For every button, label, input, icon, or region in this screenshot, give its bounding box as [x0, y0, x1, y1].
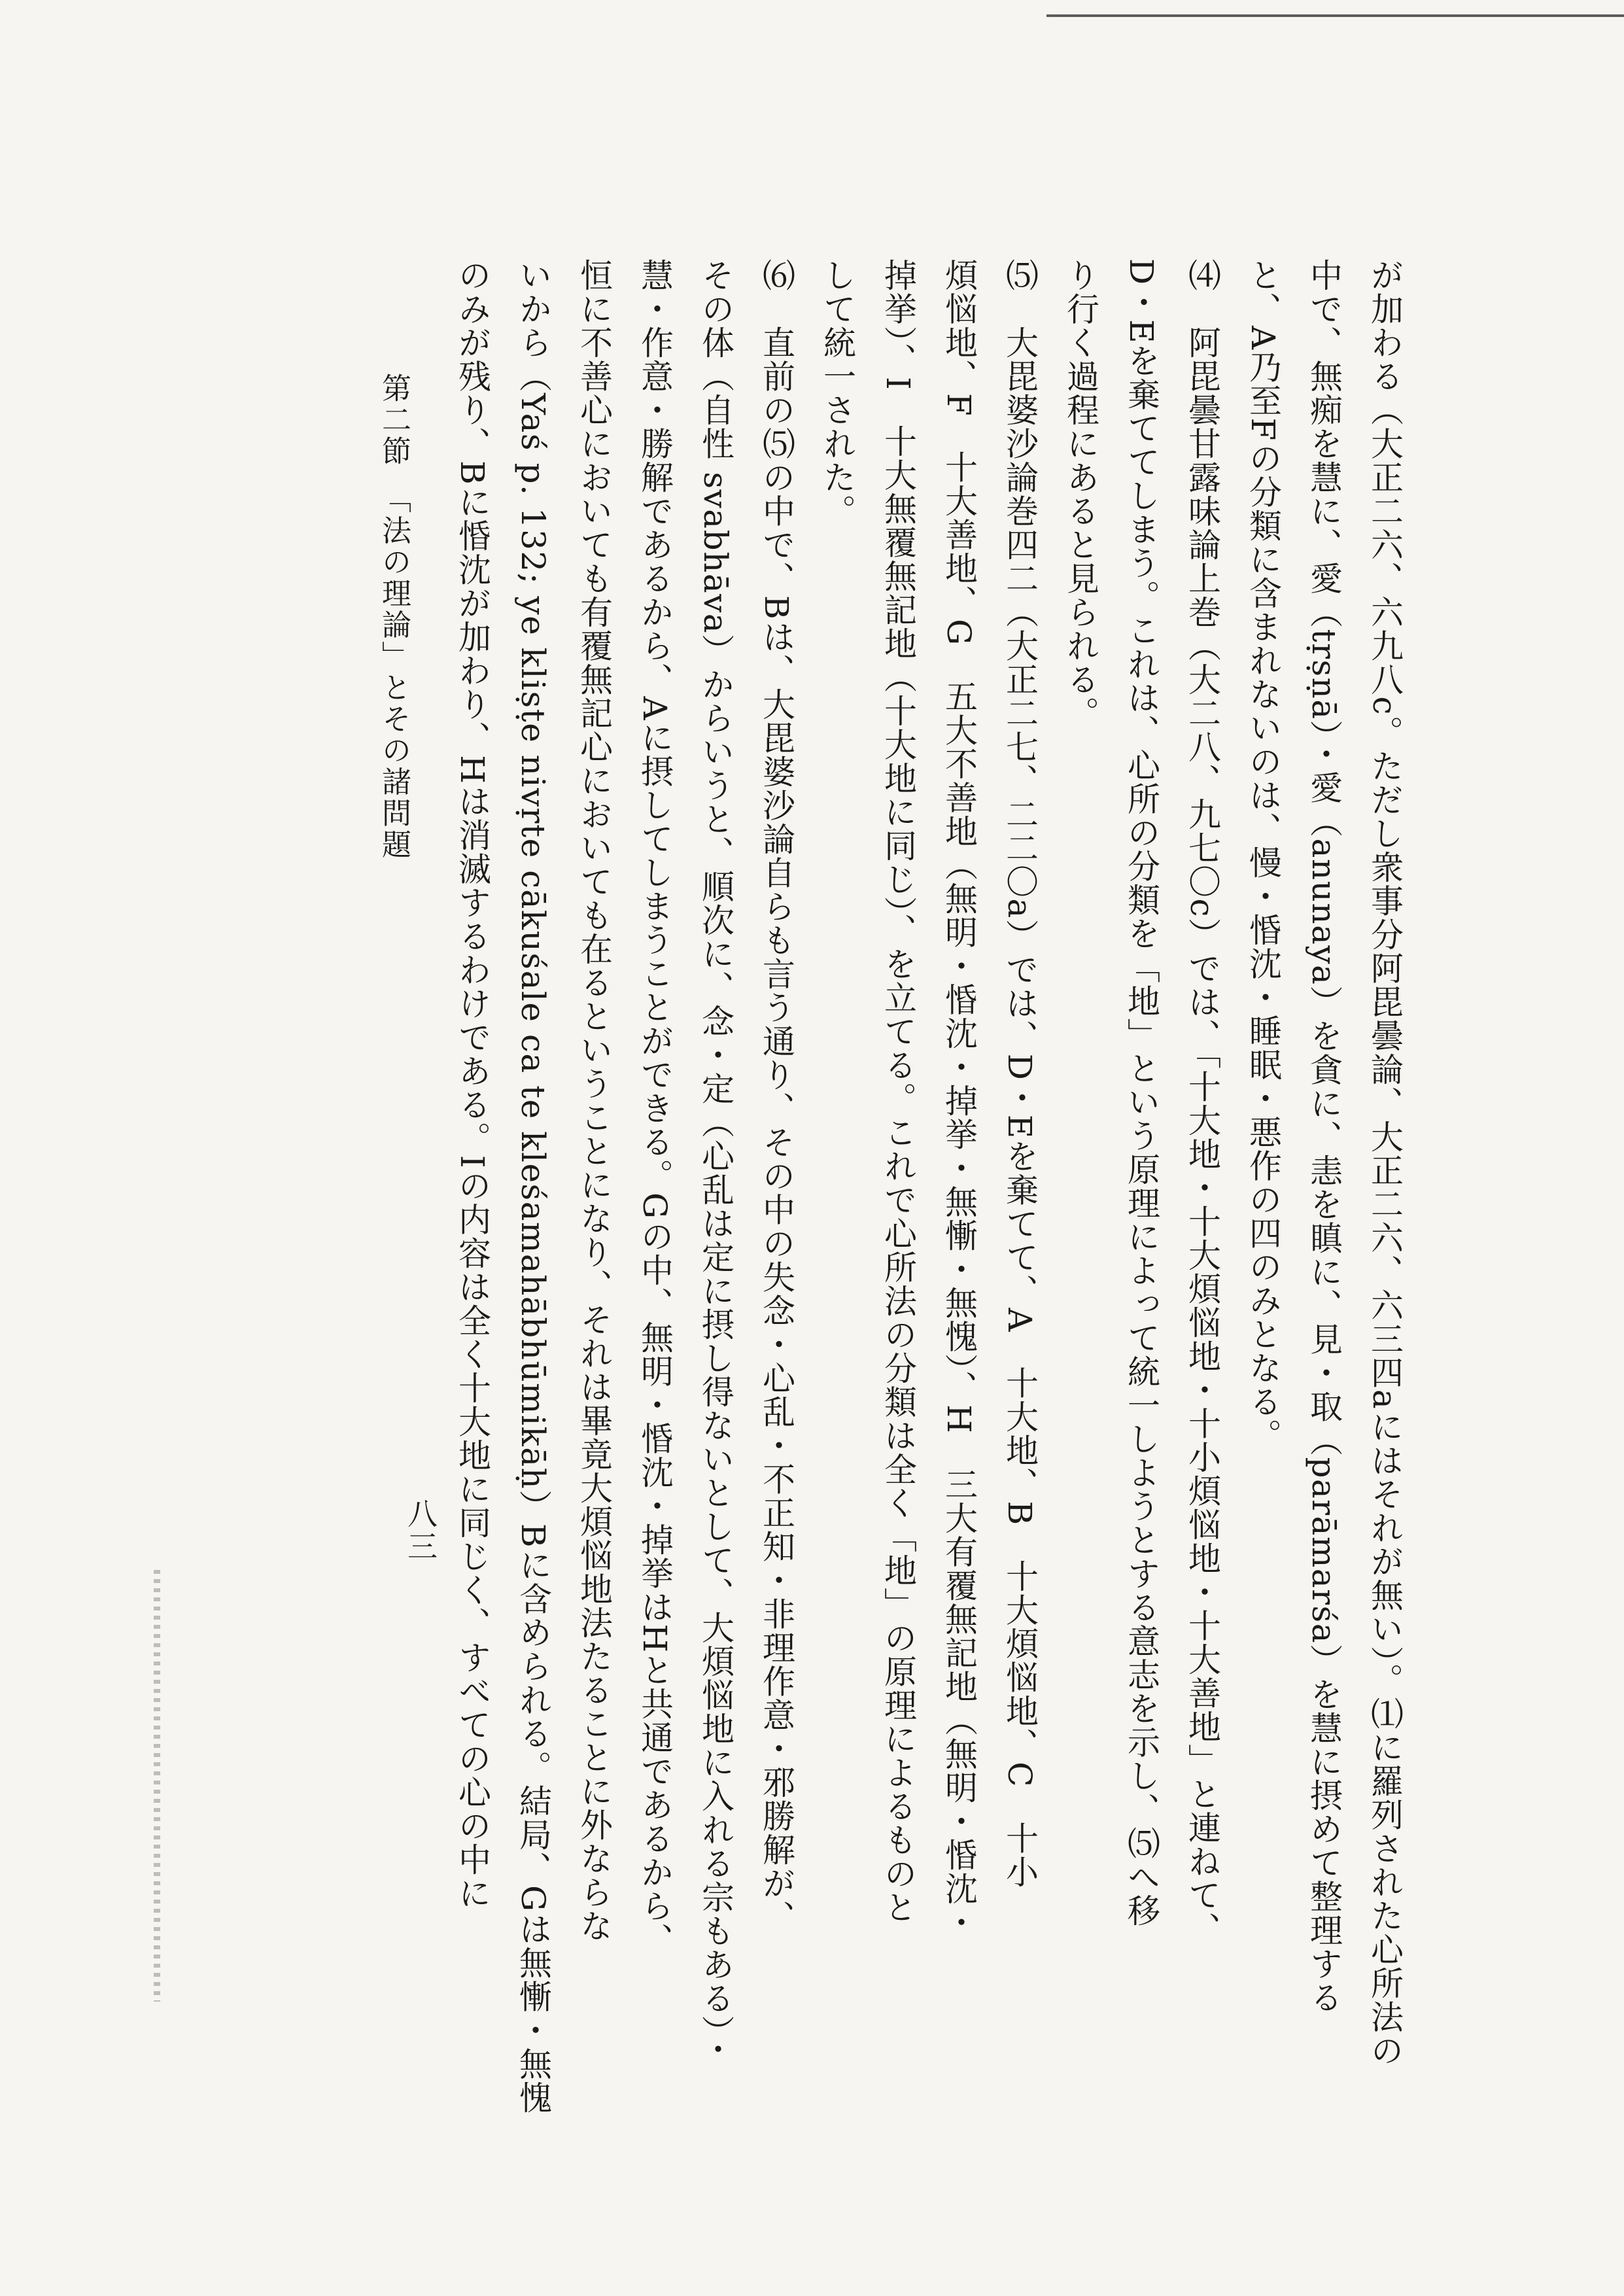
text-line: D・Eを棄ててしまう。これは、心所の分類を「地」という原理によって統一しようとする意志を示し、⑸へ移	[1122, 258, 1160, 1928]
text-line: が加わる（大正二六、六九八c。ただし衆事分阿毘曇論、大正二六、六三四aにはそれが無い）。⑴に羅列された心所法の	[1366, 258, 1404, 2068]
text-line: のみが残り、Bに惛沈が加わり、Hは消滅するわけである。Iの内容は全く十大地に同じく、すべての心の中に	[453, 258, 491, 1911]
text-line: 煩悩地、F 十大善地、G 五大不善地（無明・惛沈・掉挙・無慚・無愧）、H 三大有覆無記地（無明・惛沈・	[940, 258, 978, 1939]
text-line: ⑷ 阿毘曇甘露味論上巻（大二八、九七〇c）では、「十大地・十大煩悩地・十小煩悩地・十大善地」と連ねて、	[1183, 258, 1221, 1946]
text-line: その体（自性 svabhāva）からいうと、順次に、念・定（心乱は定に摂し得ないとして、大煩悩地に入れる宗もある）・	[697, 258, 734, 2066]
text-line: ⑸ 大毘婆沙論巻四二（大正二七、二二〇a）では、D・Eを棄てて、A 十大地、B 十大煩悩地、C 十小	[1001, 258, 1039, 1889]
top-edge-rule	[1046, 14, 1624, 17]
running-title: 第二節 「法の理論」とその諸問題	[377, 373, 411, 861]
text-line: 慧・作意・勝解であるから、Aに摂してしまうことができる。Gの中、無明・惛沈・掉挙はHと共通であるから、	[636, 258, 674, 1957]
body-text	[441, 258, 1415, 2115]
text-line: 恒に不善心においても有覆無記心においても在るということになり、それは畢竟大煩悩地法たることに外ならな	[575, 258, 613, 1943]
text-line: いから（Yaś p. 132; ye kliṣṭe nivṛte cākuśale ca te kleśamahābhūmikāḥ）Bに含められる。結局、Gは無慚・無愧	[514, 258, 552, 2115]
text-line: 掉挙）、I 十大無覆無記地（十大地に同じ）、を立てる。これで心所法の分類は全く「地」の原理によるものと	[879, 258, 917, 1924]
binding-shadow	[154, 1570, 160, 2002]
text-line: して統一された。	[818, 258, 856, 528]
text-line: ⑹ 直前の⑸の中で、Bは、大毘婆沙論自らも言う通り、その中の失念・心乱・不正知・非理作意・邪勝解が、	[757, 258, 795, 1934]
page-number: 八三	[403, 1498, 438, 1563]
text-line: と、A乃至Fの分類に含まれないのは、慢・惛沈・睡眠・悪作の四のみとなる。	[1244, 258, 1282, 1452]
text-line: 中で、無痴を慧に、愛（tṛṣṇā）・愛（anunaya）を貪に、恚を瞋に、見・取（parāmarśa）を慧に摂めて整理する	[1305, 258, 1343, 2015]
text-line: り行く過程にあると見られる。	[1062, 258, 1099, 730]
